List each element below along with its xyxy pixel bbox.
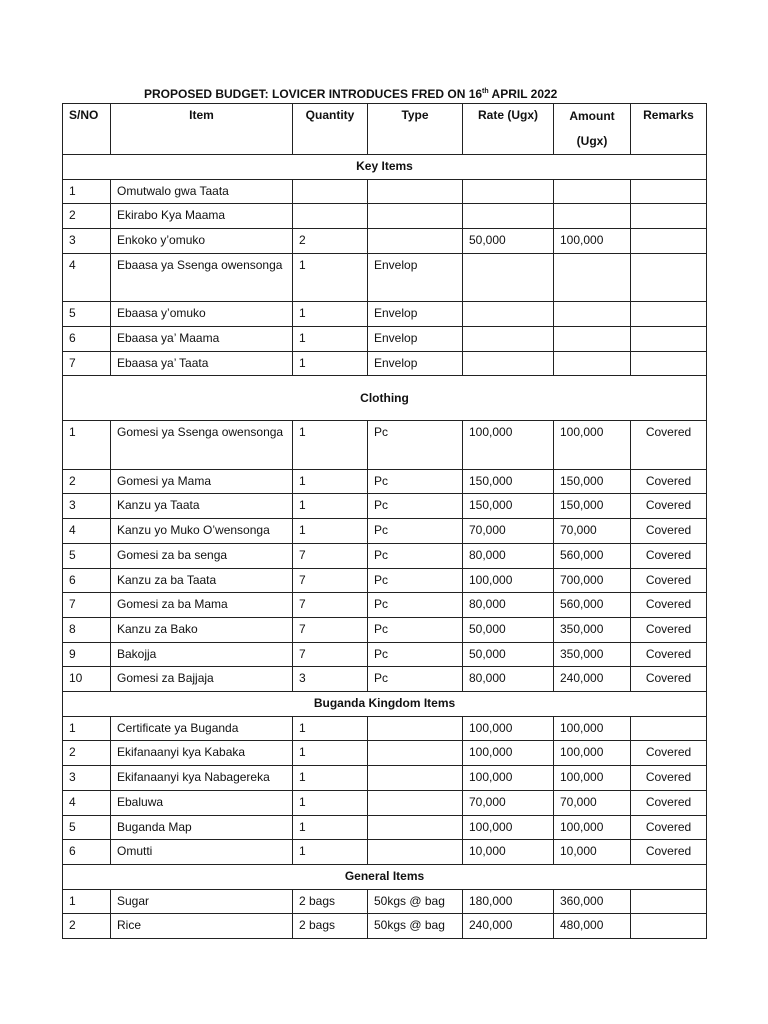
cell-rate: [463, 302, 554, 327]
cell-type: Pc: [368, 421, 463, 469]
cell-remarks: Covered: [631, 617, 707, 642]
title-prefix: PROPOSED BUDGET: LOVICER INTRODUCES FRED ON 16: [144, 87, 483, 101]
cell-type: 50kgs @ bag: [368, 889, 463, 914]
section-title: General Items: [63, 864, 707, 889]
cell-rate: 180,000: [463, 889, 554, 914]
cell-type: [368, 741, 463, 766]
table-row: [63, 667, 707, 692]
cell-type: [368, 179, 463, 204]
cell-amount: [554, 253, 631, 301]
cell-amount: 10,000: [554, 840, 631, 865]
cell-amount: 350,000: [554, 642, 631, 667]
cell-amount: 560,000: [554, 543, 631, 568]
table-row: [63, 179, 707, 204]
cell-type: Envelop: [368, 351, 463, 376]
cell-sno: 6: [63, 326, 111, 351]
cell-item: Enkoko y’omuko: [111, 229, 293, 254]
table-row: [63, 229, 707, 254]
cell-remarks: Covered: [631, 766, 707, 791]
cell-type: Pc: [368, 568, 463, 593]
cell-amount: 350,000: [554, 617, 631, 642]
cell-amount: [554, 351, 631, 376]
cell-remarks: [631, 179, 707, 204]
cell-quantity: 1: [293, 815, 368, 840]
cell-type: Pc: [368, 494, 463, 519]
cell-remarks: Covered: [631, 494, 707, 519]
header-row: [63, 104, 707, 155]
table-row: [63, 326, 707, 351]
header-type: Type: [368, 104, 463, 155]
cell-sno: 6: [63, 568, 111, 593]
cell-type: [368, 766, 463, 791]
cell-quantity: 3: [293, 667, 368, 692]
cell-sno: 7: [63, 351, 111, 376]
cell-item: Ebaasa ya’ Maama: [111, 326, 293, 351]
cell-quantity: 1: [293, 253, 368, 301]
table-row: [63, 302, 707, 327]
cell-amount: [554, 326, 631, 351]
title-superscript: th: [482, 88, 489, 95]
cell-item: Buganda Map: [111, 815, 293, 840]
cell-item: Gomesi ya Mama: [111, 469, 293, 494]
table-row: [63, 840, 707, 865]
cell-rate: 240,000: [463, 914, 554, 939]
cell-sno: 7: [63, 593, 111, 618]
cell-quantity: 1: [293, 326, 368, 351]
cell-sno: 4: [63, 519, 111, 544]
cell-type: [368, 790, 463, 815]
cell-amount: 100,000: [554, 716, 631, 741]
cell-amount: 100,000: [554, 766, 631, 791]
cell-rate: 10,000: [463, 840, 554, 865]
cell-type: Pc: [368, 519, 463, 544]
cell-quantity: 7: [293, 543, 368, 568]
cell-sno: 2: [63, 204, 111, 229]
cell-remarks: Covered: [631, 815, 707, 840]
cell-type: Envelop: [368, 326, 463, 351]
cell-rate: 100,000: [463, 421, 554, 469]
cell-remarks: [631, 914, 707, 939]
cell-rate: 100,000: [463, 766, 554, 791]
cell-remarks: [631, 351, 707, 376]
cell-amount: 700,000: [554, 568, 631, 593]
cell-item: Kanzu za ba Taata: [111, 568, 293, 593]
cell-quantity: 7: [293, 593, 368, 618]
cell-remarks: [631, 204, 707, 229]
cell-amount: 70,000: [554, 519, 631, 544]
cell-sno: 5: [63, 302, 111, 327]
cell-type: [368, 815, 463, 840]
cell-sno: 8: [63, 617, 111, 642]
cell-sno: 4: [63, 790, 111, 815]
cell-rate: 80,000: [463, 543, 554, 568]
cell-remarks: [631, 229, 707, 254]
cell-amount: 360,000: [554, 889, 631, 914]
cell-type: [368, 229, 463, 254]
cell-quantity: 2 bags: [293, 914, 368, 939]
cell-remarks: Covered: [631, 642, 707, 667]
cell-sno: 2: [63, 469, 111, 494]
cell-type: Pc: [368, 642, 463, 667]
cell-rate: [463, 351, 554, 376]
table-row: [63, 204, 707, 229]
table-row: [63, 790, 707, 815]
cell-item: Sugar: [111, 889, 293, 914]
cell-quantity: 1: [293, 519, 368, 544]
cell-sno: 1: [63, 421, 111, 469]
cell-quantity: 7: [293, 568, 368, 593]
cell-sno: 1: [63, 716, 111, 741]
cell-rate: 100,000: [463, 815, 554, 840]
table-row: [63, 617, 707, 642]
cell-quantity: 1: [293, 741, 368, 766]
cell-type: [368, 204, 463, 229]
cell-amount: 240,000: [554, 667, 631, 692]
header-amount-line1: Amount: [569, 109, 615, 123]
table-row: [63, 253, 707, 301]
header-quantity: Quantity: [293, 104, 368, 155]
cell-item: Ebaasa ya Ssenga owensonga: [111, 253, 293, 301]
cell-sno: 3: [63, 494, 111, 519]
cell-amount: [554, 302, 631, 327]
cell-sno: 2: [63, 741, 111, 766]
table-row: [63, 766, 707, 791]
table-row: [63, 741, 707, 766]
cell-rate: 100,000: [463, 741, 554, 766]
cell-quantity: 1: [293, 840, 368, 865]
cell-amount: 100,000: [554, 421, 631, 469]
header-item: Item: [111, 104, 293, 155]
section-row: [63, 692, 707, 717]
header-amount-line2: (Ugx): [576, 134, 608, 148]
cell-item: Gomesi za Bajjaja: [111, 667, 293, 692]
table-row: [63, 568, 707, 593]
cell-quantity: 1: [293, 766, 368, 791]
cell-remarks: [631, 326, 707, 351]
cell-remarks: Covered: [631, 519, 707, 544]
cell-item: Omutwalo gwa Taata: [111, 179, 293, 204]
cell-rate: 150,000: [463, 469, 554, 494]
cell-rate: [463, 253, 554, 301]
table-row: [63, 642, 707, 667]
cell-rate: 80,000: [463, 593, 554, 618]
cell-quantity: 1: [293, 494, 368, 519]
cell-quantity: [293, 204, 368, 229]
cell-item: Ebaasa ya’ Taata: [111, 351, 293, 376]
cell-quantity: [293, 179, 368, 204]
cell-remarks: Covered: [631, 667, 707, 692]
cell-type: 50kgs @ bag: [368, 914, 463, 939]
cell-amount: 150,000: [554, 469, 631, 494]
section-title: Buganda Kingdom Items: [63, 692, 707, 717]
table-row: [63, 351, 707, 376]
cell-rate: 50,000: [463, 229, 554, 254]
cell-type: Envelop: [368, 302, 463, 327]
cell-amount: 100,000: [554, 741, 631, 766]
budget-table: [62, 103, 707, 939]
header-sno: S/NO: [63, 104, 111, 155]
cell-type: Pc: [368, 469, 463, 494]
cell-quantity: 2 bags: [293, 889, 368, 914]
cell-item: Kanzu ya Taata: [111, 494, 293, 519]
cell-rate: [463, 204, 554, 229]
cell-item: Gomesi ya Ssenga owensonga: [111, 421, 293, 469]
cell-amount: [554, 179, 631, 204]
cell-sno: 3: [63, 229, 111, 254]
table-row: [63, 494, 707, 519]
cell-sno: 2: [63, 914, 111, 939]
cell-item: Rice: [111, 914, 293, 939]
cell-remarks: [631, 889, 707, 914]
cell-quantity: 1: [293, 716, 368, 741]
cell-type: [368, 840, 463, 865]
cell-quantity: 7: [293, 642, 368, 667]
cell-item: Kanzu za Bako: [111, 617, 293, 642]
section-row: [63, 155, 707, 180]
cell-amount: 100,000: [554, 815, 631, 840]
cell-remarks: Covered: [631, 568, 707, 593]
cell-sno: 1: [63, 889, 111, 914]
cell-remarks: Covered: [631, 469, 707, 494]
header-amount: [554, 104, 631, 155]
table-row: [63, 815, 707, 840]
cell-type: Pc: [368, 543, 463, 568]
cell-remarks: Covered: [631, 741, 707, 766]
cell-remarks: Covered: [631, 593, 707, 618]
table-row: [63, 889, 707, 914]
cell-amount: [554, 204, 631, 229]
table-row: [63, 716, 707, 741]
cell-item: Certificate ya Buganda: [111, 716, 293, 741]
cell-sno: 9: [63, 642, 111, 667]
cell-quantity: 7: [293, 617, 368, 642]
cell-item: Ekifanaanyi kya Nabagereka: [111, 766, 293, 791]
cell-item: Omutti: [111, 840, 293, 865]
cell-quantity: 1: [293, 302, 368, 327]
cell-rate: 50,000: [463, 617, 554, 642]
cell-item: Kanzu yo Muko O’wensonga: [111, 519, 293, 544]
cell-quantity: 1: [293, 469, 368, 494]
table-row: [63, 543, 707, 568]
cell-remarks: Covered: [631, 790, 707, 815]
cell-sno: 4: [63, 253, 111, 301]
cell-remarks: [631, 716, 707, 741]
cell-rate: 100,000: [463, 716, 554, 741]
cell-item: Ekifanaanyi kya Kabaka: [111, 741, 293, 766]
cell-type: Pc: [368, 617, 463, 642]
cell-quantity: 1: [293, 421, 368, 469]
cell-type: Pc: [368, 593, 463, 618]
cell-type: Pc: [368, 667, 463, 692]
cell-remarks: [631, 253, 707, 301]
cell-quantity: 1: [293, 351, 368, 376]
cell-amount: 150,000: [554, 494, 631, 519]
cell-item: Gomesi za ba senga: [111, 543, 293, 568]
cell-quantity: 2: [293, 229, 368, 254]
budget-table-body: [63, 155, 707, 939]
cell-sno: 3: [63, 766, 111, 791]
cell-sno: 5: [63, 815, 111, 840]
cell-amount: 70,000: [554, 790, 631, 815]
cell-type: [368, 716, 463, 741]
cell-item: Ekirabo Kya Maama: [111, 204, 293, 229]
table-row: [63, 593, 707, 618]
section-title: Clothing: [63, 376, 707, 421]
cell-sno: 5: [63, 543, 111, 568]
cell-amount: 560,000: [554, 593, 631, 618]
page-title: [144, 87, 557, 101]
cell-item: Ebaasa y’omuko: [111, 302, 293, 327]
table-row: [63, 421, 707, 469]
cell-quantity: 1: [293, 790, 368, 815]
section-row: [63, 864, 707, 889]
cell-sno: 1: [63, 179, 111, 204]
cell-item: Bakojja: [111, 642, 293, 667]
cell-rate: 100,000: [463, 568, 554, 593]
cell-type: Envelop: [368, 253, 463, 301]
section-row: [63, 376, 707, 421]
cell-sno: 6: [63, 840, 111, 865]
cell-rate: [463, 179, 554, 204]
cell-item: Ebaluwa: [111, 790, 293, 815]
cell-rate: 70,000: [463, 519, 554, 544]
cell-rate: 50,000: [463, 642, 554, 667]
cell-rate: 70,000: [463, 790, 554, 815]
cell-remarks: Covered: [631, 840, 707, 865]
table-row: [63, 914, 707, 939]
cell-rate: 80,000: [463, 667, 554, 692]
header-rate: Rate (Ugx): [463, 104, 554, 155]
cell-remarks: [631, 302, 707, 327]
cell-remarks: Covered: [631, 543, 707, 568]
title-suffix: APRIL 2022: [488, 87, 558, 101]
section-title: Key Items: [63, 155, 707, 180]
cell-amount: 100,000: [554, 229, 631, 254]
cell-rate: 150,000: [463, 494, 554, 519]
cell-item: Gomesi za ba Mama: [111, 593, 293, 618]
table-row: [63, 519, 707, 544]
cell-remarks: Covered: [631, 421, 707, 469]
header-remarks: Remarks: [631, 104, 707, 155]
table-row: [63, 469, 707, 494]
cell-sno: 10: [63, 667, 111, 692]
cell-rate: [463, 326, 554, 351]
cell-amount: 480,000: [554, 914, 631, 939]
